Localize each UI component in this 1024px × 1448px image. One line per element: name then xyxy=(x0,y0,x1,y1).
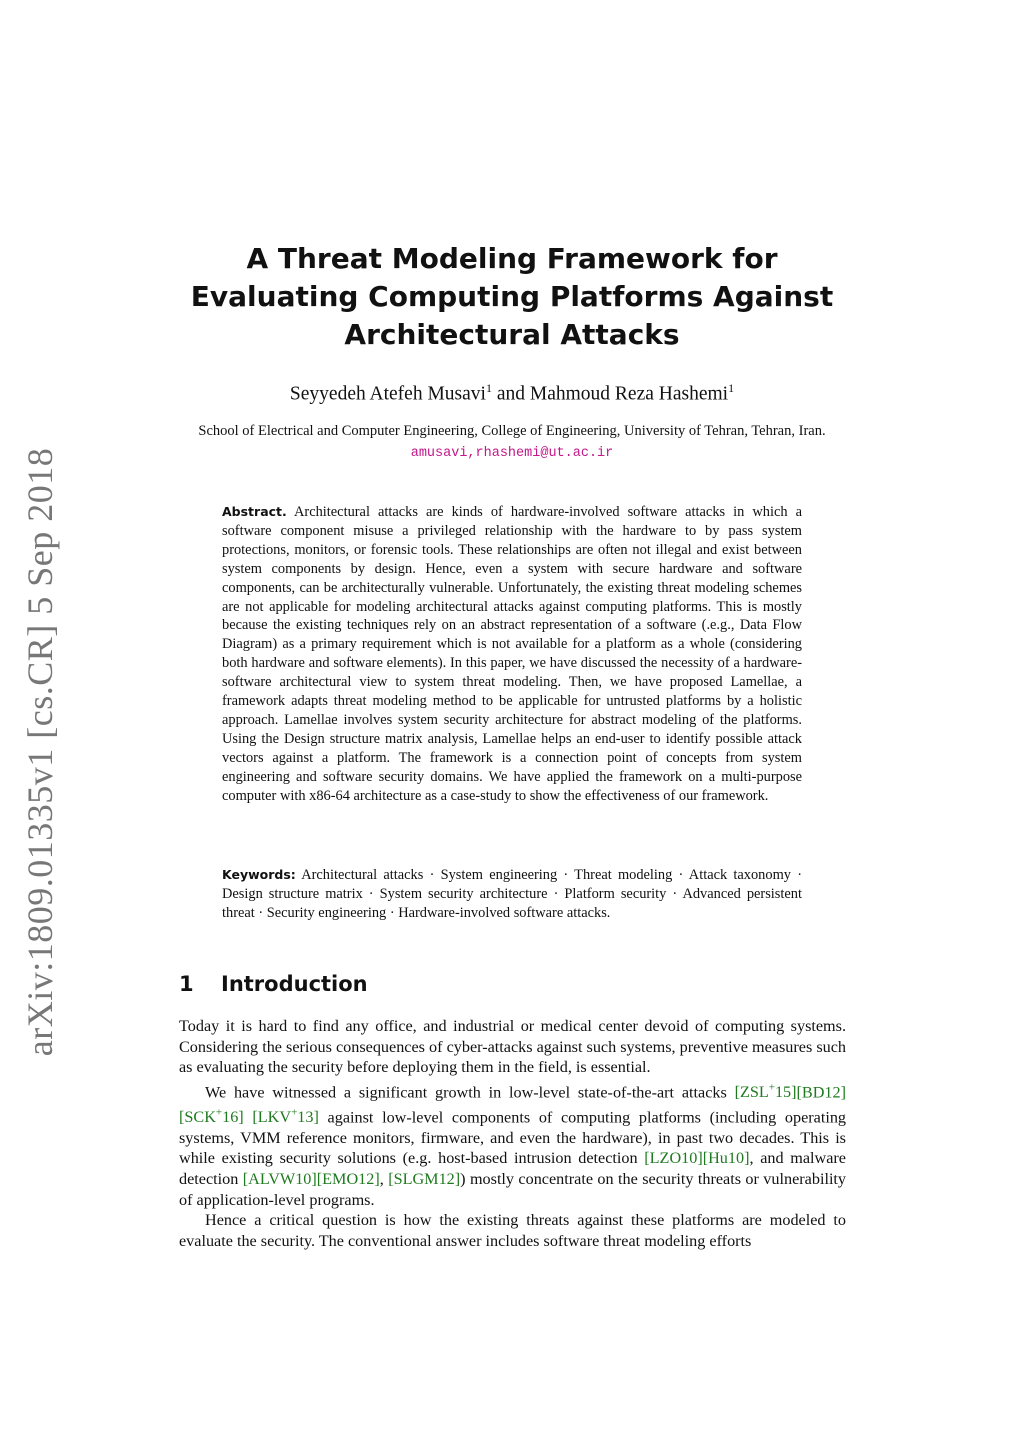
paper-title: A Threat Modeling Framework for Evaluating Computing Platforms Against Architectural Attacks xyxy=(190,242,834,351)
citation-link[interactable]: [SLGM12] xyxy=(388,1169,461,1188)
citation-link[interactable]: [SCK+16] xyxy=(179,1106,244,1127)
paragraph-text: , xyxy=(379,1169,389,1188)
paragraph: Today it is hard to find any office, and industrial or medical center devoid of computing systems. Considering the serious consequences of cyber-attacks against such systems, preventive measures such as evaluating the security before deploying them in the field, is essential. xyxy=(179,1017,846,1077)
citation-link[interactable]: [LKV+13] xyxy=(252,1106,319,1127)
citation-link[interactable]: [BD12] xyxy=(796,1083,846,1102)
section-number: 1 xyxy=(179,972,194,996)
affiliation-marker: 1 xyxy=(485,381,492,395)
arxiv-id-text: arXiv:1809.01335v1 [cs.CR] 5 Sep 2018 xyxy=(20,447,60,1057)
author-list xyxy=(160,374,864,409)
keywords-label: Keywords: xyxy=(222,867,296,882)
paragraph xyxy=(179,1078,846,1210)
author-name: Seyyedeh Atefeh Musavi xyxy=(289,383,486,405)
author-conjunction: and xyxy=(491,383,530,405)
body-text xyxy=(179,1016,846,1251)
section-title: Introduction xyxy=(221,972,368,996)
author-name: Mahmoud Reza Hashemi xyxy=(529,383,729,405)
abstract-text: Architectural attacks are kinds of hardware-involved software attacks in which a software component misuse a privileged relationship with the hardware to by pass system protections, monitors, or forensic tools. These relationships are often not illegal and exist between system components by design. Hence, even a system with secure hardware and software components, can be architecturally vulnerable. Unfortunately, the existing threat modeling schemes are not applicable for modeling architectural attacks against computing platforms. This is mostly because the existing techniques rely on an abstract representation of a software (.e.g., Data Flow Diagram) as a primary requirement which is not available for a platform as a whole (considering both hardware and software elements). In this paper, we have discussed the necessity of a hardware-software architectural view to system threat modeling. Then, we have proposed Lamellae, a framework adapts threat modeling method to be applicable for untrusted platforms by a holistic approach. Lamellae involves system security architecture for abstract modeling of the platforms. Using the Design structure matrix analysis, Lamellae helps an end-user to identify possible attack vectors against a platform. The framework is a connection point of concepts from system engineering and software security domains. We have applied the framework on a multi-purpose computer with x86-64 architecture as a case-study to show the effectiveness of our framework. xyxy=(222,504,802,804)
paragraph-text: ) mostly concentrate on the security threats or vulnerability of application-level programs. xyxy=(179,1169,847,1209)
affiliation-marker: 1 xyxy=(728,381,735,395)
citation-link[interactable]: [EMO12] xyxy=(316,1169,380,1188)
arxiv-side-stamp xyxy=(10,447,70,1057)
abstract-label: Abstract. xyxy=(222,504,287,519)
paragraph: Hence a critical question is how the existing threats against these platforms are modeled to evaluate the security. The conventional answer includes software threat modeling efforts xyxy=(179,1211,846,1250)
abstract xyxy=(222,503,802,806)
citation-link[interactable]: [Hu10] xyxy=(702,1149,750,1168)
section-heading xyxy=(179,972,368,996)
paragraph-text: We have witnessed a significant growth in low-level state-of-the-art attacks xyxy=(205,1083,735,1102)
citation-link[interactable]: [ALVW10] xyxy=(242,1169,317,1188)
paragraph-text: against low-level components of computing platforms (including operating systems, VMM reference monitors, firmware, and even the hardware), in past two decades. This is while existing security solutions (e.g. host-based intrusion detection xyxy=(179,1108,847,1168)
author-email[interactable]: amusavi,rhashemi@ut.ac.ir xyxy=(410,446,614,461)
citation-link[interactable]: [LZO10] xyxy=(644,1149,703,1168)
keywords-text: Architectural attacks · System engineering · Threat modeling · Attack taxonomy · Design structure matrix · System security architecture · Platform security · Advanced persistent threat · Security engineering · Hardware-involved software attacks. xyxy=(222,867,802,921)
keywords xyxy=(222,866,802,923)
affiliation xyxy=(160,421,864,464)
citation-link[interactable]: [ZSL+15] xyxy=(734,1081,797,1102)
paragraph-text: , and malware detection xyxy=(179,1149,846,1188)
affiliation-text: School of Electrical and Computer Engineering, College of Engineering, University of Tehran, Tehran, Iran. xyxy=(198,423,826,439)
